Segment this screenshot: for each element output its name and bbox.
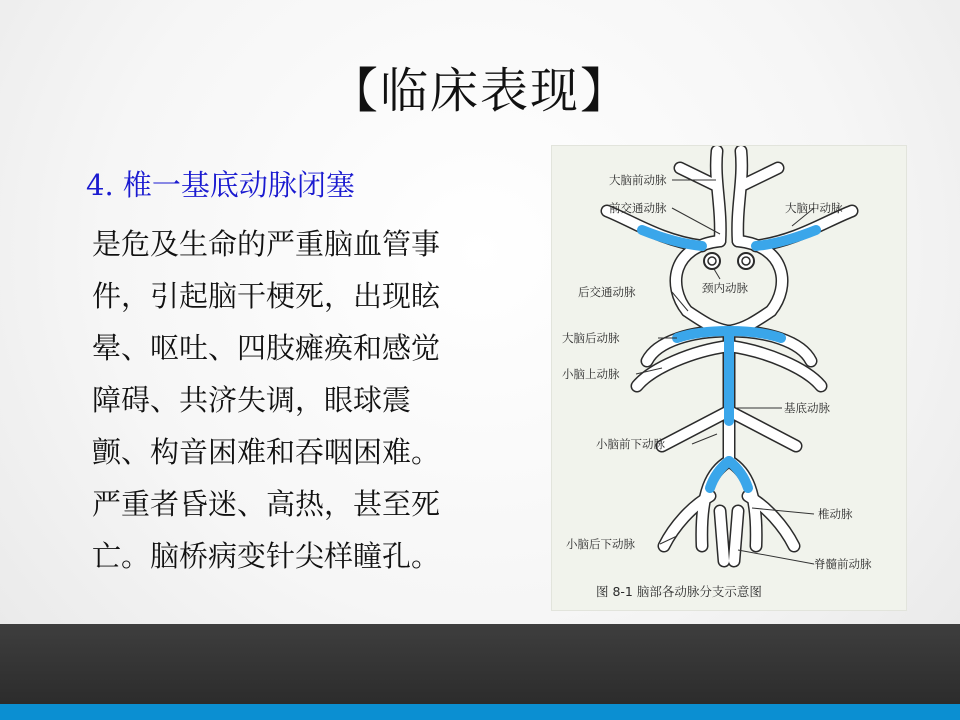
label-superior-cerebellar: 小脑上动脉 [562, 367, 620, 381]
label-posterior-inferior-cerebellar: 小脑后下动脉 [566, 537, 635, 551]
body-line: 是危及生命的严重脑血管事 [92, 227, 441, 261]
carotid-rings [704, 253, 754, 269]
footer-band [0, 624, 960, 704]
figure-caption: 图 8-1 脑部各动脉分支示意图 [596, 584, 762, 599]
label-basilar: 基底动脉 [784, 401, 830, 415]
label-posterior-communicating: 后交通动脉 [578, 285, 636, 299]
label-internal-carotid: 颈内动脉 [702, 281, 748, 295]
body-line: 严重者昏迷、高热，甚至死 [92, 487, 441, 521]
body-line: 件，引起脑干梗死，出现眩 [92, 279, 441, 313]
body-line: 亡。脑桥病变针尖样瞳孔。 [92, 539, 441, 573]
label-middle-cerebral: 大脑中动脉 [785, 201, 843, 215]
body-line: 颤、构音困难和吞咽困难。 [92, 435, 441, 469]
artery-diagram [552, 146, 906, 610]
label-anterior-inferior-cerebellar: 小脑前下动脉 [596, 437, 665, 451]
footer-accent-bar [0, 704, 960, 720]
body-paragraph [92, 218, 522, 582]
label-anterior-communicating: 前交通动脉 [609, 201, 667, 215]
body-line: 障碍、共济失调，眼球震 [92, 383, 412, 417]
section-subtitle: 4. 椎一基底动脉闭塞 [86, 168, 355, 202]
slide-title: 【临床表现】 [329, 63, 630, 119]
body-line: 晕、呕吐、四肢瘫痪和感觉 [92, 331, 441, 365]
label-anterior-spinal: 脊髓前动脉 [814, 557, 872, 571]
label-anterior-cerebral: 大脑前动脉 [609, 173, 667, 187]
label-vertebral: 椎动脉 [818, 507, 853, 521]
label-posterior-cerebral: 大脑后动脉 [562, 331, 620, 345]
artery-diagram-figure [551, 145, 907, 611]
